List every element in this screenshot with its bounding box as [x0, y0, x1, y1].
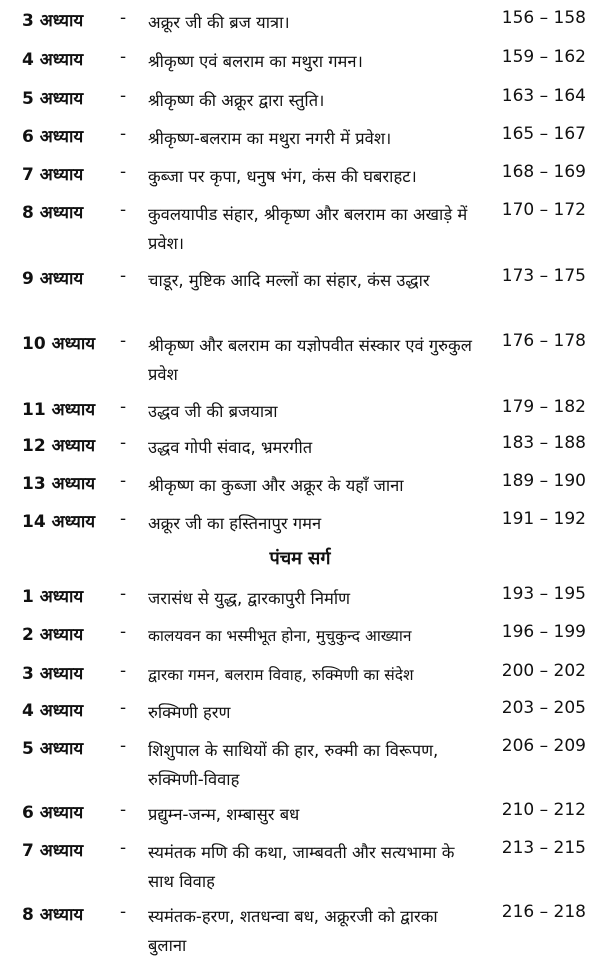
chapter-number: 3 अध्याय [22, 11, 84, 31]
chapter-title: कुब्जा पर कृपा, धनुष भंग, कंस की घबराहट। [148, 167, 417, 186]
separator-dash: - [120, 800, 127, 820]
separator-dash: - [120, 86, 127, 106]
separator-dash: - [120, 622, 127, 642]
page-range: 216 – 218 [501, 902, 586, 922]
chapter-number: 12 अध्याय [22, 436, 96, 456]
chapter-title: द्वारका गमन, बलराम विवाह, रुक्मिणी का संदेश [148, 666, 414, 684]
chapter-title: अक्रूर जी का हस्तिनापुर गमन [148, 514, 322, 533]
separator-dash: - [120, 124, 127, 144]
chapter-number: 6 अध्याय [22, 803, 84, 823]
page-range: 170 – 172 [501, 200, 586, 220]
separator-dash: - [120, 200, 127, 220]
chapter-title: श्रीकृष्ण एवं बलराम का मथुरा गमन। [148, 52, 363, 71]
chapter-title: स्यमंतक मणि की कथा, जाम्बवती और सत्यभामा के साथ विवाह [148, 843, 455, 891]
chapter-number: 2 अध्याय [22, 625, 84, 645]
chapter-title: श्रीकृष्ण और बलराम का यज्ञोपवीत संस्कार एवं गुरुकुल प्रवेश [148, 336, 472, 384]
chapter-number: 14 अध्याय [22, 512, 96, 532]
chapter-number: 1 अध्याय [22, 587, 84, 607]
page-range: 156 – 158 [501, 8, 586, 28]
chapter-number: 6 अध्याय [22, 127, 84, 147]
chapter-title: श्रीकृष्ण का कुब्जा और अक्रूर के यहाँ जाना [148, 476, 404, 495]
separator-dash: - [120, 736, 127, 756]
chapter-title: कुवलयापीड संहार, श्रीकृष्ण और बलराम का अखाड़े में प्रवेश। [148, 205, 468, 253]
page-range: 176 – 178 [501, 331, 586, 351]
separator-dash: - [120, 331, 127, 351]
separator-dash: - [120, 433, 127, 453]
page-range: 200 – 202 [501, 661, 586, 681]
separator-dash: - [120, 661, 127, 681]
separator-dash: - [120, 266, 127, 286]
chapter-number: 3 अध्याय [22, 664, 84, 684]
chapter-number: 10 अध्याय [22, 334, 96, 354]
page-range: 189 – 190 [501, 471, 586, 491]
separator-dash: - [120, 47, 127, 67]
chapter-number: 13 अध्याय [22, 474, 96, 494]
separator-dash: - [120, 471, 127, 491]
separator-dash: - [120, 838, 127, 858]
chapter-title: कालयवन का भस्मीभूत होना, मुचुकुन्द आख्यान [148, 627, 412, 645]
chapter-title: श्रीकृष्ण की अक्रूर द्वारा स्तुति। [148, 91, 325, 110]
separator-dash: - [120, 8, 127, 28]
page-range: 163 – 164 [501, 86, 586, 106]
page-range: 179 – 182 [501, 397, 586, 417]
separator-dash: - [120, 509, 127, 529]
chapter-number: 5 अध्याय [22, 739, 84, 759]
chapter-title: प्रद्युम्न-जन्म, शम्बासुर बध [148, 805, 300, 824]
chapter-number: 4 अध्याय [22, 701, 84, 721]
page-range: 196 – 199 [501, 622, 586, 642]
separator-dash: - [120, 584, 127, 604]
page-range: 168 – 169 [501, 162, 586, 182]
chapter-title: उद्धव जी की ब्रजयात्रा [148, 402, 278, 421]
chapter-number: 7 अध्याय [22, 841, 84, 861]
page-range: 210 – 212 [501, 800, 586, 820]
chapter-title: जरासंध से युद्ध, द्वारकापुरी निर्माण [148, 589, 351, 608]
section-heading: पंचम सर्ग [269, 548, 331, 569]
chapter-title: उद्धव गोपी संवाद, भ्रमरगीत [148, 438, 313, 457]
chapter-number: 7 अध्याय [22, 165, 84, 185]
page-range: 159 – 162 [501, 47, 586, 67]
page-range: 173 – 175 [501, 266, 586, 286]
chapter-title: रुक्मिणी हरण [148, 703, 231, 722]
separator-dash: - [120, 698, 127, 718]
chapter-title: शिशुपाल के साथियों की हार, रुक्मी का विरूपण, रुक्मिणी-विवाह [148, 741, 439, 789]
separator-dash: - [120, 902, 127, 922]
chapter-number: 4 अध्याय [22, 50, 84, 70]
chapter-number: 8 अध्याय [22, 203, 84, 223]
chapter-title: अक्रूर जी की ब्रज यात्रा। [148, 13, 290, 32]
page-range: 191 – 192 [501, 509, 586, 529]
page-range: 183 – 188 [501, 433, 586, 453]
separator-dash: - [120, 397, 127, 417]
chapter-number: 5 अध्याय [22, 89, 84, 109]
chapter-title: चाडूर, मुष्टिक आदि मल्लों का संहार, कंस उद्धार [148, 271, 430, 290]
page-range: 203 – 205 [501, 698, 586, 718]
chapter-number: 11 अध्याय [22, 400, 96, 420]
page-range: 213 – 215 [501, 838, 586, 858]
page-range: 165 – 167 [501, 124, 586, 144]
chapter-number: 8 अध्याय [22, 905, 84, 925]
chapter-title: स्यमंतक-हरण, शतधन्वा बध, अक्रूरजी को द्वारका बुलाना [148, 907, 438, 955]
chapter-title: श्रीकृष्ण-बलराम का मथुरा नगरी में प्रवेश। [148, 129, 392, 148]
page-range: 193 – 195 [501, 584, 586, 604]
separator-dash: - [120, 162, 127, 182]
page-range: 206 – 209 [501, 736, 586, 756]
chapter-number: 9 अध्याय [22, 269, 84, 289]
